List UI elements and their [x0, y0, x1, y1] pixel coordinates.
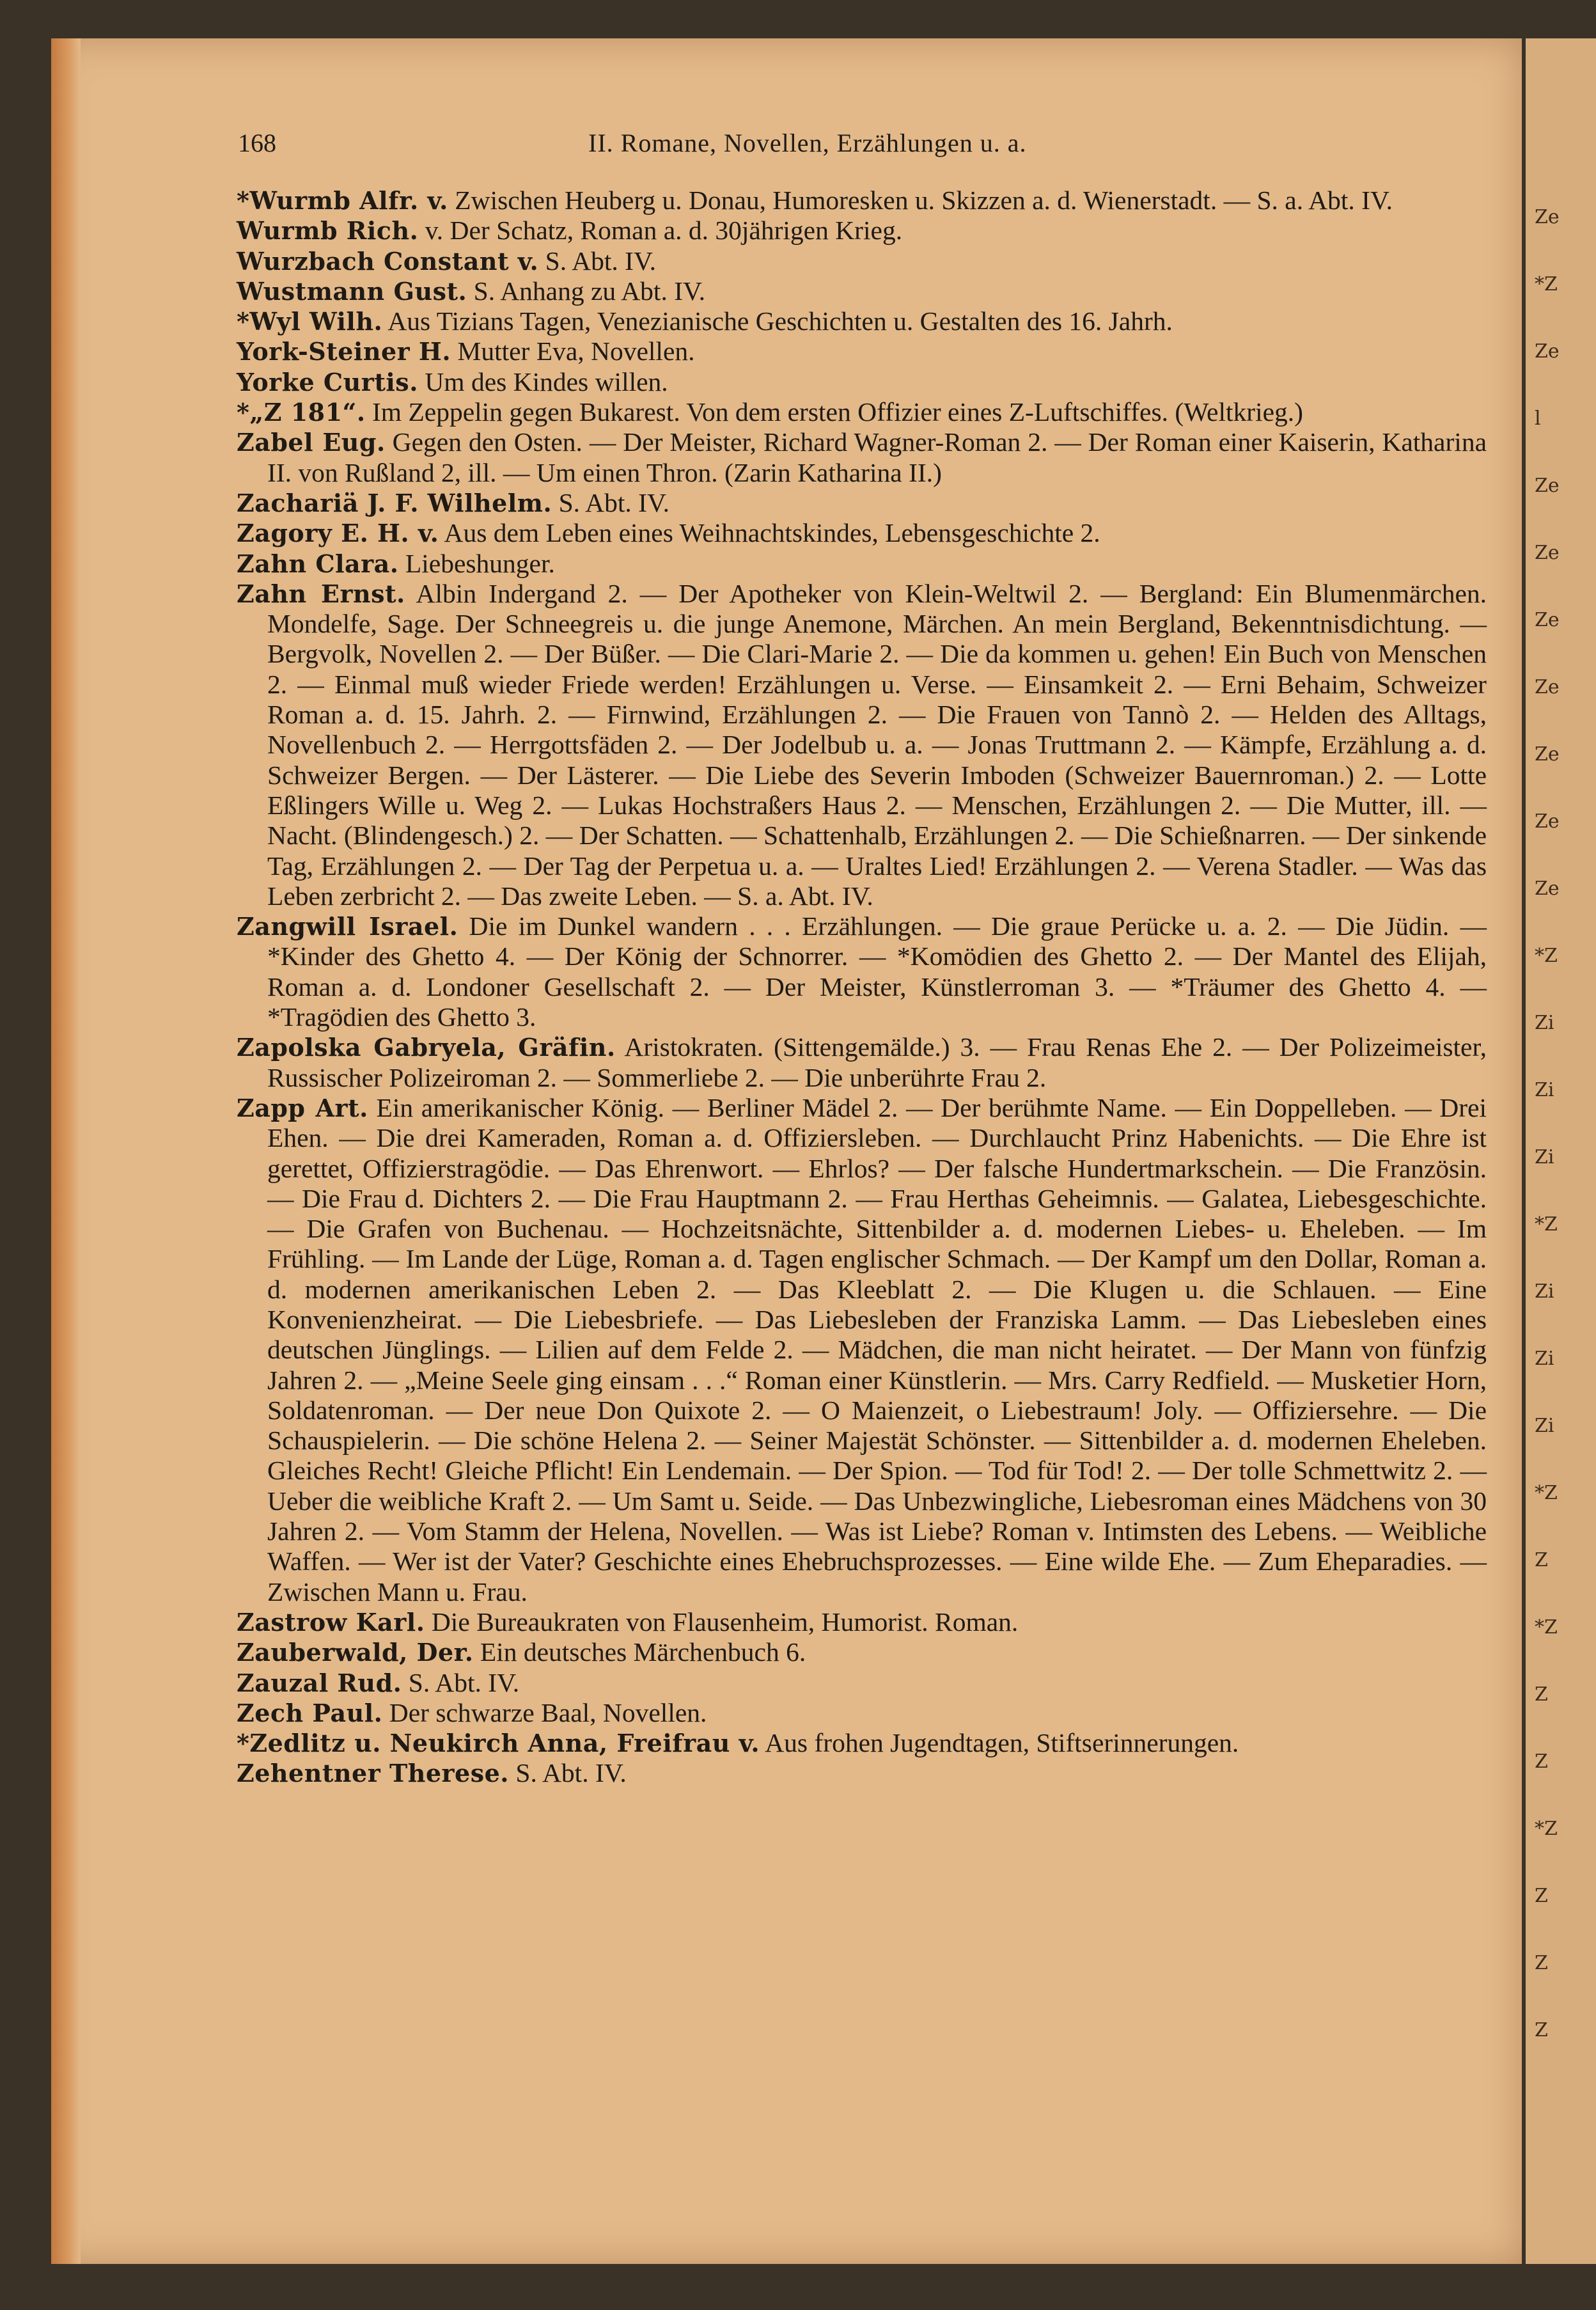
bibliography-entry	[237, 1607, 1487, 1637]
bibliography-entry	[237, 367, 1487, 397]
entry-text: Im Zeppelin gegen Bukarest. Von dem ersten Offizier eines Z-Luftschiffes. (Weltkrieg.)	[365, 397, 1303, 427]
entry-text: Aus frohen Jugendtagen, Stiftserinnerungen.	[760, 1728, 1239, 1758]
adjacent-page-fragment: Ze	[1535, 743, 1560, 766]
entry-text: v. Der Schatz, Roman a. d. 30jährigen Krieg.	[418, 216, 903, 246]
entry-text: Ein amerikanischer König. — Berliner Mädel 2. — Der berühmte Name. — Ein Doppelleben. — Drei Ehen. — Die drei Kameraden, Roman a. d. Offiziersleben. — Durchlaucht Prinz Habenichts. — Die Ehre ist gerettet, Offizierstragödie. — Das Ehrenwort. — Ehrlos? — Der falsche Hundertmarkschein. — Die Französin. — Die Frau d. Dichters 2. — Die Frau Hauptmann 2. — Frau Herthas Geheimnis. — Galatea, Liebesgeschichte. — Die Grafen von Buchenau. — Hochzeitsnächte, Sittenbilder a. d. modernen Liebes- u. Eheleben. — Im Frühling. — Im Lande der Lüge, Roman a. d. Tagen englischer Schmach. — Der Kampf um den Dollar, Roman a. d. modernen amerikanischen Leben 2. — Das Kleeblatt 2. — Die Klugen u. die Schlauen. — Eine Konvenienzheirat. — Die Liebesbriefe. — Das Liebesleben der Franziska Lamm. — Das Liebesleben eines deutschen Jünglings. — Lilien auf dem Felde 2. — Mädchen, die man nicht heiratet. — Der Mann von fünfzig Jahren 2. — „Meine Seele ging einsam . . .“ Roman einer Künstlerin. — Mrs. Carry Redfield. — Musketier Horn, Soldatenroman. — Der neue Don Quixote 2. — O Maienzeit, o Liebestraum! Joly. — Offiziersehre. — Die Schauspielerin. — Die schöne Helena 2. — Seiner Majestät Schönster. — Sittenbilder a. d. modernen Eheleben. Gleiches Recht! Gleiche Pflicht! Ein Lendemain. — Der Spion. — Tod für Tod! 2. — Der tolle Schmettwitz 2. — Ueber die weibliche Kraft 2. — Um Samt u. Seide. — Das Unbezwingliche, Liebesroman eines Mädchens von 30 Jahren 2. — Vom Stamm der Helena, Novellen. — Was ist Liebe? Roman v. Intimsten des Lebens. — Weibliche Waffen. — Wer ist der Vater? Geschichte eines Ehebruchsprozesses. — Eine wilde Ehe. — Zum Eheparadies. — Zwischen Mann u. Frau.	[267, 1092, 1487, 1607]
bibliography-entry	[237, 276, 1487, 306]
bibliography-entry	[237, 488, 1487, 518]
entry-text: Aus Tizians Tagen, Venezianische Geschichten u. Gestalten des 16. Jahrh.	[382, 306, 1173, 336]
bibliography-entry	[237, 1758, 1487, 1788]
entry-text: Der schwarze Baal, Novellen.	[382, 1697, 707, 1727]
adjacent-page-fragment: Ze	[1535, 810, 1560, 833]
adjacent-page-fragment: Zi	[1535, 1348, 1554, 1370]
adjacent-page-fragment: *Z	[1535, 1213, 1558, 1236]
adjacent-page-edge	[1526, 38, 1596, 2264]
chapter-title: II. Romane, Novellen, Erzählungen u. a.	[588, 129, 1027, 157]
bibliography-entry	[237, 306, 1487, 336]
entry-text: Liebeshunger.	[398, 548, 555, 578]
bibliography-entry	[237, 1637, 1487, 1667]
adjacent-page-fragment: *Z	[1535, 1482, 1558, 1504]
adjacent-page-fragment: Zi	[1535, 1280, 1554, 1303]
adjacent-page-fragment: Ze	[1535, 609, 1560, 631]
bibliography-entry	[237, 216, 1487, 246]
entry-text: S. Abt. IV.	[552, 487, 669, 517]
entry-text: Gegen den Osten. — Der Meister, Richard Wagner-Roman 2. — Der Roman einer Kaiserin, Katharina II. von Rußland 2, ill. — Um einen Thron. (Zarin Katharina II.)	[267, 427, 1487, 487]
adjacent-page-fragment: Z	[1535, 1952, 1548, 1974]
adjacent-page-fragment: *Z	[1535, 1818, 1558, 1840]
entry-text: Albin Indergand 2. — Der Apotheker von Klein-Weltwil 2. — Bergland: Ein Blumenmärchen. Mondelfe, Sage. Der Schneegreis u. die junge Anemone, Märchen. An mein Bergland, Bekenntnisdichtung. — Bergvolk, Novellen 2. — Der Büßer. — Die Clari-Marie 2. — Die da kommen u. gehen! Ein Buch von Menschen 2. — Einmal muß wieder Friede werden! Erzählungen u. Verse. — Einsamkeit 2. — Erni Behaim, Schweizer Roman a. d. 15. Jahrh. 2. — Firnwind, Erzählungen 2. — Die Frauen von Tannò 2. — Helden des Alltags, Novellenbuch 2. — Herrgottsfäden 2. — Der Jodelbub u. a. — Jonas Truttmann 2. — Kämpfe, Erzählung a. d. Schweizer Bergen. — Der Lästerer. — Die Liebe des Severin Imboden (Schweizer Bauernroman.) 2. — Lotte Eßlingers Wille u. Weg 2. — Lukas Hochstraßers Haus 2. — Menschen, Erzählungen 2. — Die Mutter, ill. — Nacht. (Blindengesch.) 2. — Der Schatten. — Schattenhalb, Erzählungen 2. — Die Schießnarren. — Der sinkende Tag, Erzählungen 2. — Der Tag der Perpetua u. a. — Uraltes Lied! Erzählungen 2. — Verena Stadler. — Was das Leben zerbricht 2. — Das zweite Leben. — S. a. Abt. IV.	[267, 578, 1487, 911]
entry-text: Um des Kindes willen.	[418, 366, 668, 397]
author-name: Zastrow Karl.	[237, 1607, 425, 1637]
author-name: York-Steiner H.	[237, 337, 451, 366]
author-name: *Zedlitz u. Neukirch Anna, Freifrau v.	[237, 1729, 760, 1758]
entry-text: Zwischen Heuberg u. Donau, Humoresken u. Skizzen a. d. Wienerstadt. — S. a. Abt. IV.	[448, 185, 1393, 215]
adjacent-page-fragment: *Z	[1535, 1616, 1558, 1638]
author-name: Zabel Eug.	[237, 428, 386, 457]
adjacent-page-fragment: *Z	[1535, 273, 1558, 295]
author-name: Wustmann Gust.	[237, 276, 467, 306]
bibliography-entry	[237, 911, 1487, 1032]
page-number: 168	[238, 129, 276, 157]
entry-text: Mutter Eva, Novellen.	[451, 336, 695, 366]
author-name: Zapolska Gabryela, Gräfin.	[237, 1033, 616, 1062]
bibliography-entry	[237, 1728, 1487, 1758]
adjacent-page-fragment: Ze	[1535, 206, 1560, 228]
entry-text: S. Anhang zu Abt. IV.	[467, 276, 706, 306]
adjacent-page-fragment: Ze	[1535, 676, 1560, 698]
bibliography-entry	[237, 336, 1487, 366]
bibliography-entry	[237, 1698, 1487, 1728]
bibliography-entry	[237, 518, 1487, 548]
entry-text: S. Abt. IV.	[509, 1758, 627, 1788]
entry-text: Ein deutsches Märchenbuch 6.	[473, 1637, 806, 1667]
bibliography-entry	[237, 185, 1487, 216]
author-name: Zauzal Rud.	[237, 1668, 402, 1697]
author-name: Wurzbach Constant v.	[237, 246, 539, 276]
author-name: Zech Paul.	[237, 1698, 383, 1727]
author-name: Wurmb Rich.	[237, 216, 419, 246]
author-name: *Wurmb Alfr. v.	[237, 186, 448, 215]
bibliography-entry	[237, 1093, 1487, 1607]
author-name: Zahn Ernst.	[237, 579, 405, 608]
adjacent-page-fragment: Zi	[1535, 1012, 1554, 1034]
bibliography-entry	[237, 427, 1487, 488]
bibliography-entry	[237, 1668, 1487, 1698]
author-name: Yorke Curtis.	[237, 367, 418, 397]
author-name: Zagory E. H. v.	[237, 519, 439, 548]
bibliography-entry	[237, 397, 1487, 427]
entry-text: S. Abt. IV.	[538, 246, 656, 276]
page-edge-shadow	[51, 38, 81, 2264]
bibliography-entry	[237, 1032, 1487, 1093]
adjacent-page-fragment: Z	[1535, 1549, 1548, 1571]
adjacent-page-fragment: Z	[1535, 1683, 1548, 1706]
author-name: Zangwill Israel.	[237, 912, 458, 941]
author-name: Zahn Clara.	[237, 549, 399, 578]
adjacent-page-fragment: Zi	[1535, 1415, 1554, 1437]
adjacent-page-fragment: Ze	[1535, 475, 1560, 497]
adjacent-page-fragment: l	[1535, 407, 1541, 430]
author-name: Zehentner Therese.	[237, 1759, 510, 1788]
adjacent-page-fragment: Z	[1535, 2019, 1548, 2041]
adjacent-page-fragment: Ze	[1535, 542, 1560, 564]
entry-text: Aristokraten. (Sittengemälde.) 3. — Frau Renas Ehe 2. — Der Polizeimeister, Russischer Polizeiroman 2. — Sommerliebe 2. — Die unberührte Frau 2.	[267, 1032, 1487, 1092]
bibliography-entry	[237, 579, 1487, 911]
author-name: *„Z 181“.	[237, 398, 366, 427]
author-name: Zauberwald, Der.	[237, 1638, 474, 1667]
adjacent-page-fragment: Z	[1535, 1885, 1548, 1907]
entry-text: Die Bureaukraten von Flausenheim, Humorist. Roman.	[425, 1607, 1019, 1637]
adjacent-page-fragment: Zi	[1535, 1079, 1554, 1101]
entry-text: Aus dem Leben eines Weihnachtskindes, Lebensgeschichte 2.	[439, 518, 1100, 548]
author-name: Zapp Art.	[237, 1093, 368, 1122]
author-name: Zachariä J. F. Wilhelm.	[237, 488, 552, 517]
author-name: *Wyl Wilh.	[237, 307, 383, 336]
adjacent-page-fragment: Zi	[1535, 1146, 1554, 1168]
entry-text: Die im Dunkel wandern . . . Erzählungen. — Die graue Perücke u. a. 2. — Die Jüdin. — *Kinder des Ghetto 4. — Der König der Schnorrer. — *Komödien des Ghetto 2. — Der Mantel des Elijah, Roman a. d. Londoner Gesellschaft 2. — Der Meister, Künstlerroman 3. — *Träumer des Ghetto 4. — *Tragödien des Ghetto 3.	[267, 911, 1487, 1032]
adjacent-page-fragment: *Z	[1535, 945, 1558, 967]
bibliography-entry	[237, 246, 1487, 276]
adjacent-page-fragment: Ze	[1535, 340, 1560, 363]
adjacent-page-fragment: Z	[1535, 1750, 1548, 1773]
bibliography-list	[237, 185, 1487, 1789]
entry-text: S. Abt. IV.	[402, 1667, 520, 1697]
adjacent-page-fragment: Ze	[1535, 877, 1560, 900]
bibliography-entry	[237, 549, 1487, 579]
